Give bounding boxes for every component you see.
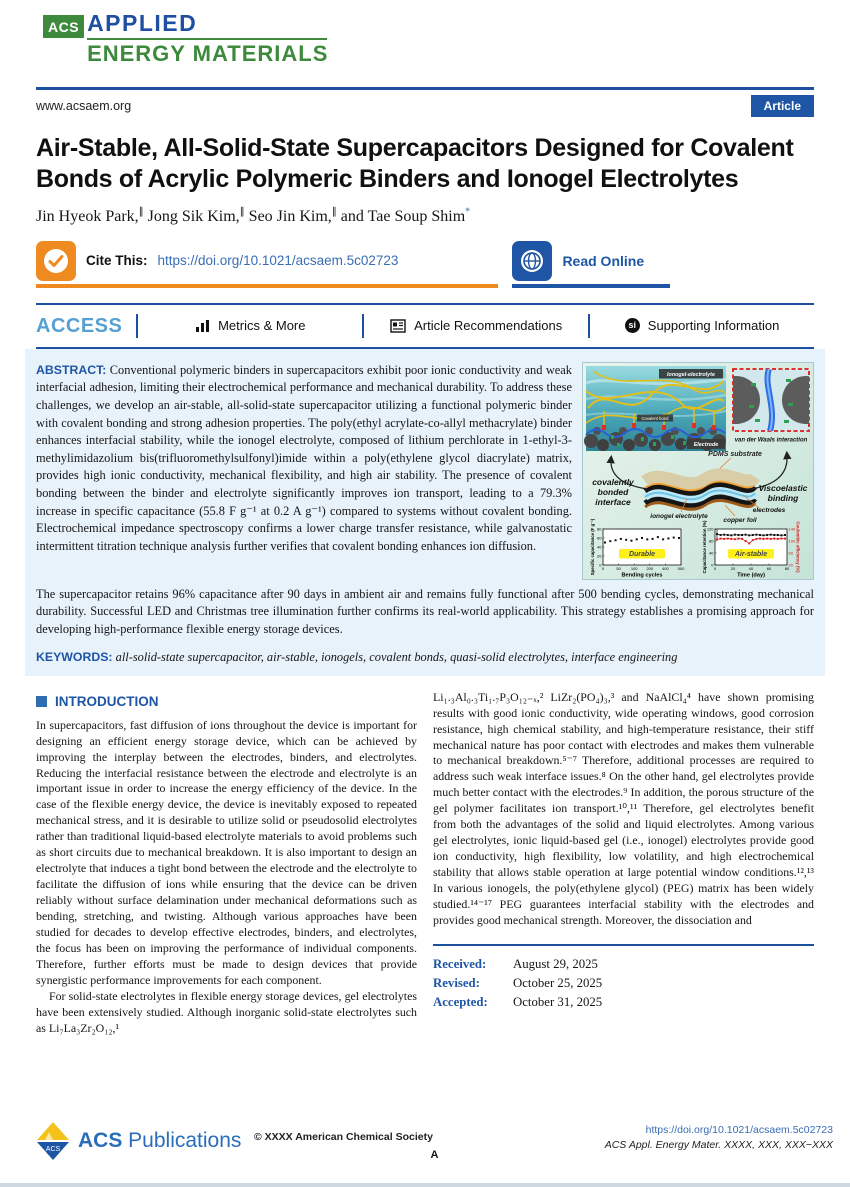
cite-row [36,241,814,288]
footer-citation-block [605,1123,833,1153]
ga-label-covalently-2: bonded [597,486,629,497]
device-schematic [592,451,807,524]
svg-text:ACS: ACS [45,1146,61,1153]
svg-text:500: 500 [677,566,685,572]
journal-logo [43,12,850,65]
ga-label-covalently-3: interface [595,496,631,507]
section-square-icon [36,696,47,707]
journal-logo-text [87,12,328,65]
ga-label-viscoelastic-2: binding [767,492,799,503]
intro-paragraph: Li₁.₃Al₀.₃Ti₁.₇P₃O₁₂₋ₓ,² LiZr₂(PO₄)₃,³ and NaAlCl₄⁴ have shown promising results with good ionic conductivity, wide operating windows, good corrosion resistance, high chemical stability, and high-temperature resistance, their stiff mechanical nature has poor contact with electrodes and makes them vulnerable to mechanical breakdown.⁵⁻⁷ Therefore, additional processes are required to address such weak interface issues.⁸ On the other hand, gel electrolytes provide much better contact with the electrodes.⁹ In addition, the porous structure of the gel polymer facilitates ion transport.¹⁰,¹¹ Therefore, gel electrolytes benefit from both the advantages of the solid and liquid electrolytes. Among various gel electrolytes, ionic liquid-based gel (i.e., ionogel) electrolytes provide good ion conductivity, high flexibility, low volatility, and high electrochemical stability that allows stable operation at large potential window conditions.¹²,¹³ In various ionogels, the poly(ethylene glycol) (PEG) matrix has been widely studied.¹⁴⁻¹⁷ PEG guarantees interfacial stability with the electrodes and provides good mechanical strength. Moreover, the dissociation and [433,689,814,927]
abstract-label: ABSTRACT: [36,362,107,377]
abstract-panel [25,349,825,676]
svg-text:80: 80 [597,526,602,532]
svg-text:80: 80 [709,538,714,544]
pub-acs: ACS [78,1129,123,1152]
read-online-label: Read Online [562,252,645,269]
page-footer [36,1117,833,1171]
svg-text:Bending cycles: Bending cycles [621,572,663,579]
supporting-info-label: Supporting Information [647,318,780,334]
svg-text:20: 20 [730,566,736,572]
cite-this-box [36,241,498,288]
journal-name-line2: ENERGY MATERIALS [87,41,329,66]
svg-text:60: 60 [788,550,793,556]
svg-text:100: 100 [788,538,796,544]
dates-block [433,944,814,1013]
received-label: Received: [433,956,487,971]
supporting-info-icon: si [625,318,640,333]
intro-paragraph: In supercapacitors, fast diffusion of ions throughout the device is important for designing an efficient energy storage device, which can be achieved by improving the interplay between the electrodes, binders, and electrolytes. Reducing the interfacial resistance between the electrode and electrolyte is an important issue in order to increase the energy efficiency of the device. In the case of the flexible energy device, the device is inevitably exposed to repeated mechanical stress, and it is desirable to utilize solid or pseudosolid electrolytes rather than traditional liquid-based electrolyte materials to avoid problems such as short circuits due to mechanical breakdown. It is also important to design an electrolyte that induces a tight bond between the electrode and the electrolyte to facilitate the diffusion of ions while ensuring that the device can be driven reliably without surface delamination under mechanical deformations such as bending, stretching, and twisting. Although various approaches have been studied for decades to develop effective electrodes, binders, and electrolytes, the focus has been on improving the performance of individual components. Therefore, further efforts must be made to design devices that provide synergistic performance improvements for each component. [36,717,417,987]
svg-text:20: 20 [788,562,793,568]
metrics-icon [195,319,210,333]
keywords-text: all-solid-state supercapacitor, air-stable, ionogels, covalent bonds, quasi-solid electrolytes, interface engineering [115,649,678,664]
footer-journal-citation: ACS Appl. Energy Mater. XXXX, XXX, XXX−XXX [604,1139,833,1152]
air-stable-chart [702,520,801,578]
svg-text:60: 60 [766,566,772,572]
svg-text:0: 0 [601,566,605,572]
article-title: Air-Stable, All-Solid-State Supercapacitors Designed for Covalent Bonds of Acrylic Polymeric Binders and Ionogel Electrolytes [36,134,794,194]
page-bottom-edge [0,1183,850,1187]
article-type-badge: Article [751,95,814,117]
ga-label-pdms: PDMS substrate [708,450,762,458]
journal-name-line1: APPLIED [87,12,327,40]
author[interactable]: Jong Sik Kim,∥ [143,206,245,225]
supporting-info-link[interactable] [590,318,814,333]
svg-text:40: 40 [748,566,754,572]
svg-text:60: 60 [597,535,602,541]
metrics-link[interactable] [138,318,362,333]
svg-text:Coulombic efficiency (%): Coulombic efficiency (%) [795,521,801,573]
abstract-body-left: Conventional polymeric binders in supercapacitors exhibit poor ionic conductivity and weak interfacial adhesion, limiting their electrochemical performance and mechanical durability. To address these challenges, we develop an air-stable, all-solid-state supercapacitor utilizing a functional polymeric binder with covalent bonding and strong adhesion properties. The poly(ethyl acrylate-co-allyl methacrylate) binder enhances interfacial stability, while the ionogel electrolyte, composed of lithium perchlorate in 1-ethyl-3-methylimidazolium bis(trifluoromethylsulfonyl)imide within a poly(ethylene glycol diacrylate) matrix, provides high ionic conductivity, mechanical flexibility, and high air stability. The presence of covalent bonding between the binder and electrolyte significantly improves ion transport, leading to a 79.3% increase in specific capacitance (55.8 F g⁻¹ at 0.2 A g⁻¹) compared to systems without covalent bonding. Electrochemical impedance spectroscopy confirms a lower charge transfer resistance, while galvanostatic intermittent titration technique analysis further verifies that covalent bonding enhances ion diffusion. [36,362,572,553]
metrics-label: Metrics & More [218,318,306,334]
ga-label-electrode: Electrode [693,442,719,449]
received-date: August 29, 2025 [513,956,598,971]
footer-doi-link[interactable]: https://doi.org/10.1021/acsaem.5c02723 [645,1124,833,1136]
introduction-heading [36,694,417,709]
journal-website-link[interactable]: www.acsaem.org [36,99,132,113]
introduction-heading-label: INTRODUCTION [55,693,159,709]
read-online-globe-icon [512,241,552,281]
keywords-label: KEYWORDS: [36,649,113,664]
received-row [433,955,814,974]
svg-text:Specific capacitance (F g⁻¹): Specific capacitance (F g⁻¹) [590,518,595,576]
revised-label: Revised: [433,976,480,991]
pub-rest: Publications [122,1129,242,1152]
svg-text:0: 0 [599,562,602,568]
graphical-abstract-figure [582,362,814,580]
svg-text:0: 0 [713,566,717,572]
svg-text:120: 120 [706,526,714,532]
recommendations-label: Article Recommendations [414,318,563,334]
svg-text:20: 20 [597,553,602,559]
cite-this-label: Cite This: [86,253,148,269]
svg-text:100: 100 [630,566,638,572]
recommendations-link[interactable] [364,318,588,333]
recommendations-icon [390,319,406,333]
ga-label-covalently-1: covalently [592,476,634,487]
svg-text:Capacitance retention (%): Capacitance retention (%) [702,520,707,574]
revised-date: October 25, 2025 [513,976,603,991]
svg-text:40: 40 [709,550,714,556]
accepted-row [433,993,814,1012]
article-body [36,690,814,1037]
ga-label-covalent-bond: Covalent bond [641,415,669,421]
svg-text:80: 80 [784,566,790,572]
access-bar [36,303,814,349]
authors-line [36,207,814,226]
accepted-label: Accepted: [433,995,488,1010]
svg-text:Air-stable: Air-stable [734,551,768,559]
svg-text:Time (day): Time (day) [737,572,765,579]
journal-bar [36,87,814,117]
left-column [36,690,417,1037]
abstract-text [36,362,572,580]
author[interactable]: and Tae Soup Shim* [336,206,471,225]
accepted-date: October 31, 2025 [513,995,603,1010]
cite-check-icon [36,241,76,281]
author[interactable]: Jin Hyeok Park,∥ [36,206,144,225]
read-online-box[interactable] [512,241,670,288]
abstract-body-full: The supercapacitor retains 96% capacitance after 90 days in ambient air and remains fully functional after 500 bending cycles, demonstrating mechanical durability. Successful LED and Christmas tree illumination further confirms its real-world applicability. This strategy establishes a promising approach for developing high-performance flexible energy storage devices. [36,586,814,637]
svg-text:400: 400 [662,566,669,572]
keywords-line [36,650,814,665]
svg-text:50: 50 [616,566,621,572]
intro-paragraph: For solid-state electrolytes in flexible energy storage devices, gel electrolytes have been extensively studied. Although inorganic solid-state electrolytes such as Li₇La₃Zr₂O₁₂,¹ [36,988,417,1035]
ga-label-electrodes: electrodes [752,506,786,514]
revised-row [433,974,814,993]
electrode-interface-image [584,366,726,451]
ga-label-ionogel-mid: ionogel electrolyte [650,512,708,520]
durable-chart [590,518,685,578]
page-letter: A [430,1149,439,1161]
ga-label-van-der-waals: van der Waals interaction [734,437,808,444]
acs-badge: ACS [43,15,84,38]
ga-label-copper-foil: copper foil [723,516,757,524]
ga-label-viscoelastic-1: Viscoelastic [758,482,808,493]
svg-text:0: 0 [711,562,714,568]
copyright-text: © XXXX American Chemical Society [254,1131,433,1143]
van-der-waals-inset [712,369,815,444]
ga-label-ionogel-electrolyte: Ionogel-electrolyte [667,371,715,378]
svg-text:140: 140 [788,526,796,532]
svg-text:200: 200 [646,566,654,572]
doi-link[interactable]: https://doi.org/10.1021/acsaem.5c02723 [157,253,399,269]
author[interactable]: Seo Jin Kim,∥ [244,206,337,225]
right-column [433,690,814,1037]
svg-text:Durable: Durable [628,551,656,559]
svg-text:40: 40 [597,544,602,550]
access-link[interactable]: ACCESS [36,314,123,337]
